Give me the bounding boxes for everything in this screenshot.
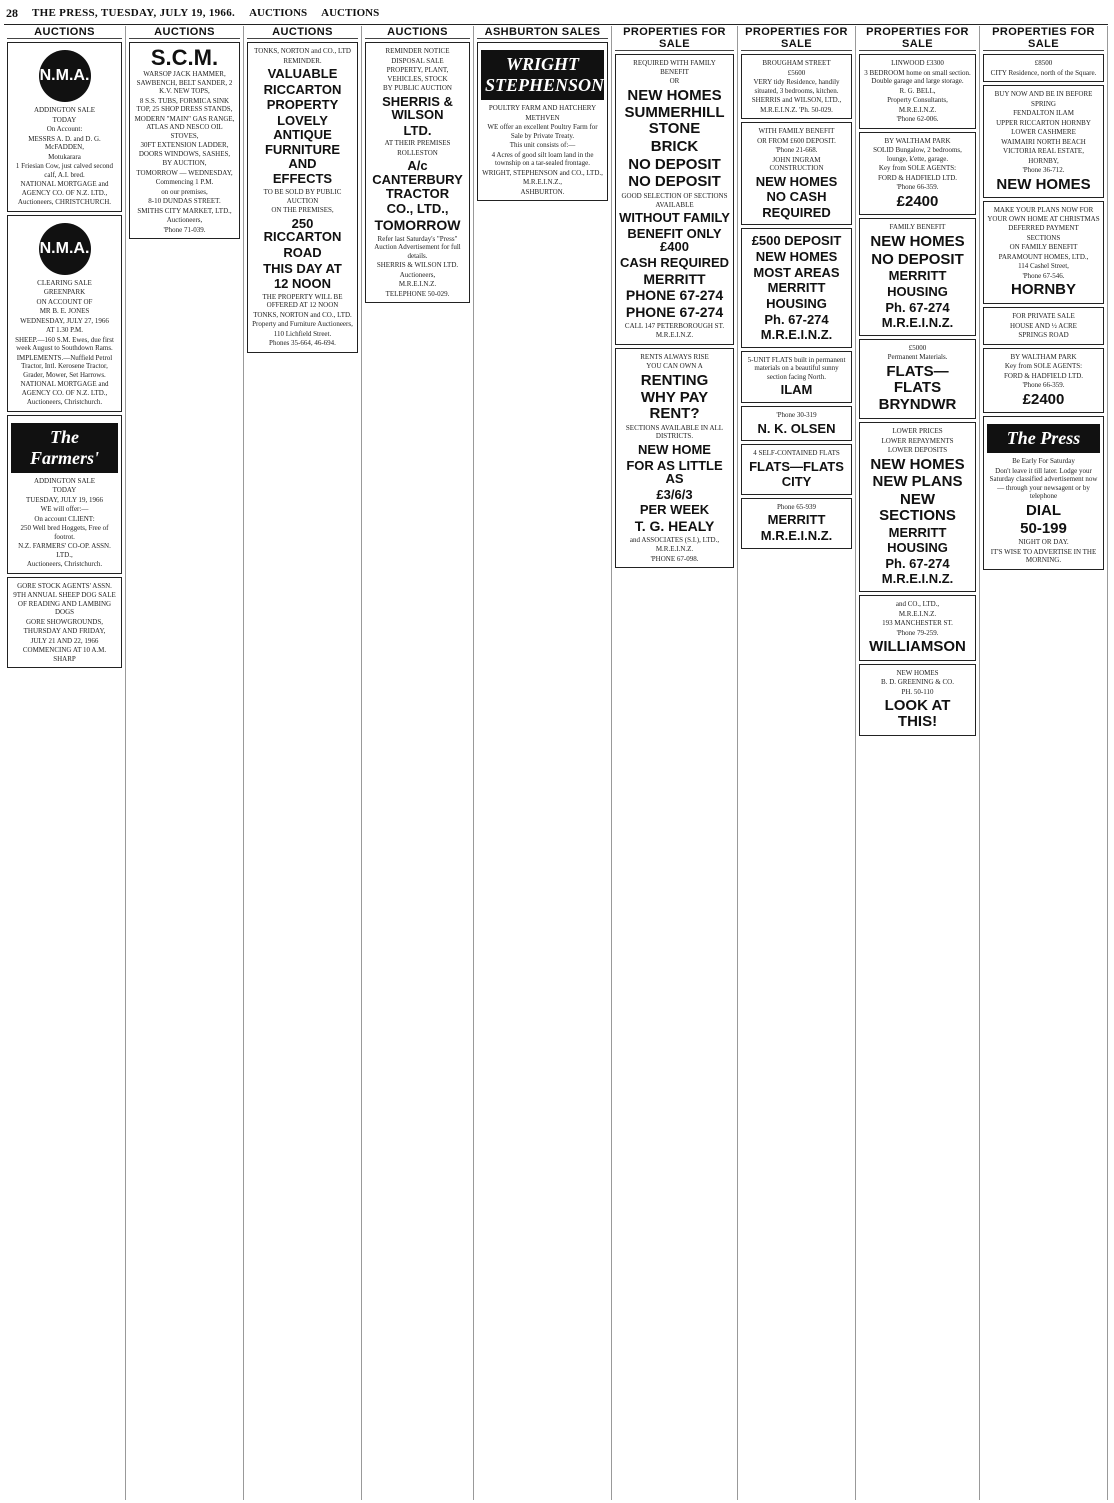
ad-headline: NEW SECTIONS: [879, 491, 956, 524]
ad-headline: £2400: [1022, 390, 1065, 408]
classified-ad: [7, 42, 122, 212]
ad-text: 'Phone 66-359.: [1022, 381, 1065, 389]
classified-ad: [983, 201, 1104, 304]
ad-headline: 250 RICCARTON: [263, 215, 342, 245]
ad-text: This unit consists of:—: [509, 141, 576, 149]
ad-text: METHVEN: [525, 113, 560, 122]
ad-text: 4 Acres of good silt loam land in the township on a tar-sealed frontage.: [491, 150, 594, 167]
ad-text: YOU CAN OWN A: [646, 362, 703, 371]
ad-text: TELEPHONE 50-029.: [385, 289, 450, 298]
ad-headline: CITY: [781, 474, 812, 490]
ad-headline: Ph. 67-274: [885, 555, 950, 571]
ad-headline: CO., LTD.,: [386, 201, 449, 217]
agency-logo-icon: N.M.A.: [39, 50, 91, 102]
ad-text: 30FT EXTENSION LADDER, DOORS WINDOWS, SASHES,: [138, 141, 231, 158]
classified-ad: [859, 218, 976, 336]
ad-text: Phone 65-939: [776, 502, 817, 511]
ad-text: ADDINGTON SALE: [33, 106, 96, 114]
ad-headline: LOOK AT THIS!: [884, 697, 951, 731]
ad-text: OR FROM £600 DEPOSIT.: [757, 136, 836, 145]
classified-ad: [129, 42, 240, 239]
ad-headline: £500 DEPOSIT: [751, 233, 842, 249]
ad-headline: MERRITT: [888, 524, 947, 540]
ad-text: SMITHS CITY MARKET, LTD.,: [137, 206, 232, 215]
ad-text: 9TH ANNUAL SHEEP DOG SALE OF READING AND LAMBING DOGS: [13, 591, 116, 616]
ad-text: IMPLEMENTS.—Nuffield Petrol Tractor, Intl. Kerosene Tractor, Grader, Mower, Set Harrows.: [16, 353, 113, 379]
ad-headline: M.R.E.I.N.Z.: [881, 315, 954, 331]
ad-headline: MOST AREAS: [753, 264, 840, 280]
ad-text: Don't leave it till later. Lodge your Saturday classified advertisement now — through your newsagent or by telephone: [989, 466, 1098, 501]
classified-ad: [7, 415, 122, 574]
ad-title: S.C.M.: [150, 45, 219, 70]
classified-ad: [859, 54, 976, 129]
ad-text: FOR PRIVATE SALE: [1012, 312, 1075, 320]
ad-text: WRIGHT, STEPHENSON and CO., LTD.,: [482, 168, 603, 177]
ad-text: Permanent Materials.: [887, 353, 948, 362]
ad-text: ON FAMILY BENEFIT: [1009, 243, 1078, 252]
ad-text: M.R.E.I.N.Z.: [898, 105, 937, 114]
ad-text: 114 Cashel Street,: [1018, 262, 1069, 271]
ad-text: and ASSOCIATES (S.I.), LTD.,: [629, 535, 720, 544]
ad-headline: MERRITT: [643, 270, 706, 287]
ad-text: TODAY: [52, 486, 77, 494]
ad-text: B. D. GREENING & CO.: [881, 678, 954, 687]
ad-text: BY WALTHAM PARK: [1010, 352, 1077, 361]
ad-text: 1 Friesian Cow, just calved second calf, A.I. bred.: [15, 162, 114, 179]
ad-headline: T. G. HEALY: [634, 518, 715, 535]
ad-text: JULY 21 AND 22, 1966: [30, 636, 99, 645]
classified-ad: [859, 422, 976, 592]
ad-text: MR B. E. JONES: [39, 307, 90, 315]
ad-headline: VALUABLE: [267, 66, 338, 81]
ad-text: NIGHT OR DAY.: [1018, 538, 1069, 547]
column-heading: AUCTIONS: [7, 26, 122, 39]
ad-headline: A/c CANTERBURY TRACTOR: [372, 158, 463, 201]
ad-text: M.R.E.I.N.Z.: [398, 280, 437, 289]
ad-headline: WITHOUT FAMILY: [619, 210, 730, 225]
ad-headline: LOVELY ANTIQUE: [273, 112, 332, 142]
ad-headline: WHY PAY RENT?: [640, 389, 709, 423]
ad-text: M.R.E.I.N.Z.: [655, 545, 694, 554]
ad-headline: BENEFIT ONLY £400: [627, 225, 722, 255]
ad-text: 8 S.S. TUBS, FORMICA SINK TOP, 25 SHOP DRESS STANDS,: [136, 96, 233, 114]
ad-headline: FOR AS LITTLE AS: [626, 457, 723, 487]
ad-headline: SHERRIS & WILSON: [382, 93, 453, 123]
column-1: [126, 26, 244, 1500]
ad-headline: PER WEEK: [639, 502, 710, 518]
ad-headline: REQUIRED: [762, 204, 831, 220]
ad-text: WE will offer:—: [40, 505, 89, 513]
ad-text: Key from SOLE AGENTS:: [878, 164, 957, 172]
masthead-title: THE PRESS, TUESDAY, JULY 19, 1966.: [32, 7, 236, 19]
ad-text: MAKE YOUR PLANS NOW FOR YOUR OWN HOME AT CHRISTMAS: [987, 206, 1100, 223]
ad-headline: HOUSING: [887, 540, 948, 556]
ad-text: FORD & HADFIELD LTD.: [1003, 371, 1084, 380]
ad-text: 8-10 DUNDAS STREET.: [148, 197, 221, 206]
ad-text: Auctioneers, Christchurch.: [26, 398, 103, 406]
ad-text: M.R.E.I.N.Z.,: [522, 178, 563, 186]
ad-headline: FLATS—FLATS: [886, 362, 949, 396]
ad-headline: NEW HOME: [638, 441, 711, 457]
ad-text: LOWER REPAYMENTS: [881, 436, 954, 445]
ad-headline: HORNBY: [1010, 281, 1076, 299]
ad-text: TOMORROW — WEDNESDAY,: [136, 168, 233, 177]
ad-text: TO BE SOLD BY PUBLIC AUCTION: [263, 188, 342, 205]
ad-text: OR: [669, 77, 680, 85]
ad-text: M.R.E.I.N.Z. 'Ph. 50-029.: [760, 105, 833, 114]
ad-text: 'Phone 66-359.: [896, 183, 939, 191]
ad-text: and CO., LTD.,: [895, 600, 940, 609]
ad-text: LOWER CASHMERE: [1011, 128, 1076, 136]
classified-ad: [859, 664, 976, 736]
ad-text: REMINDER NOTICE: [385, 47, 450, 55]
ad-text: AT THEIR PREMISES: [384, 139, 451, 148]
classified-ad: [983, 85, 1104, 198]
ad-text: SHERRIS and WILSON, LTD.,: [751, 96, 842, 104]
column-5: [612, 26, 738, 1500]
ad-text: M.R.E.I.N.Z.: [655, 331, 694, 340]
ad-text: on our premises,: [161, 187, 208, 196]
ad-text: 3 BEDROOM home on small section. Double garage and large storage.: [864, 68, 971, 85]
ad-text: HORNBY,: [1028, 156, 1059, 165]
masthead-rule: [4, 24, 1108, 25]
ad-text: NEW HOMES: [896, 668, 939, 677]
column-0: [4, 26, 126, 1500]
ad-text: CITY Residence, north of the Square.: [990, 68, 1097, 77]
classified-ad: [983, 307, 1104, 345]
ad-headline: PHONE 67-274: [625, 287, 724, 304]
column-8: [980, 26, 1108, 1500]
column-3: [362, 26, 474, 1500]
ad-text: TONKS, NORTON and CO., LTD: [254, 47, 351, 55]
classified-ad: [859, 339, 976, 419]
banner-logo: The Press: [987, 424, 1100, 453]
ad-text: Auctioneers,: [166, 216, 203, 225]
ad-text: R. G. BELL,: [899, 86, 936, 95]
ad-text: Commencing 1 P.M.: [155, 178, 214, 187]
ad-headline: NO DEPOSIT: [628, 155, 721, 173]
ad-headline: DIAL: [1026, 501, 1061, 519]
ad-text: SOLID Bungalow, 2 bedrooms, lounge, k'ette, garage.: [873, 146, 962, 163]
ad-text: Motukarara: [48, 152, 81, 161]
classified-ad: [741, 406, 852, 441]
ad-text: DEFERRED PAYMENT: [1008, 224, 1079, 233]
classified-ad: [859, 595, 976, 661]
ad-headline: NEW HOMES: [755, 249, 838, 265]
ad-text: Be Early For Saturday: [1012, 457, 1075, 466]
ad-text: AT 1.30 P.M.: [45, 326, 84, 334]
ad-text: WAIMAIRI NORTH BEACH: [1001, 137, 1086, 146]
ad-text: SECTIONS AVAILABLE IN ALL DISTRICTS.: [625, 423, 724, 441]
ad-headline: LTD.: [403, 122, 432, 138]
column-heading: PROPERTIES FOR SALE: [741, 26, 852, 51]
ad-text: IT'S WISE TO ADVERTISE IN THE MORNING.: [990, 547, 1097, 565]
ad-headline: HOUSING: [766, 295, 827, 311]
section-heading-1: AUCTIONS: [321, 7, 380, 19]
classified-ad: [741, 351, 852, 403]
ad-text: 'Phone 62-006.: [896, 115, 939, 123]
ad-text: 'Phone 67-546.: [1022, 271, 1065, 280]
ad-text: WARSOP JACK HAMMER, SAWBENCH, BELT SANDER, 2 K.V. NEW TOPS,: [136, 70, 233, 96]
ad-text: Auctioneers,: [399, 270, 436, 279]
banner-logo: The Farmers': [11, 423, 118, 473]
ad-headline: 12 NOON: [273, 276, 332, 292]
classified-ad: [7, 577, 122, 669]
ad-text: SHEEP.—160 S.M. Ewes, due first week August to Southdown Rams.: [15, 335, 114, 352]
ad-text: JOHN INGRAM CONSTRUCTION: [769, 155, 824, 172]
ad-text: Phones 35-664, 46-694.: [269, 339, 336, 348]
ad-text: VERY tidy Residence, handily situated, 3 bedrooms, kitchen.: [753, 78, 840, 95]
ad-text: NATIONAL MORTGAGE and AGENCY CO. OF N.Z. LTD.,: [20, 380, 109, 397]
ad-text: BY WALTHAM PARK: [884, 136, 951, 145]
ad-text: 4 SELF-CONTAINED FLATS: [753, 449, 840, 458]
ad-text: BY PUBLIC AUCTION: [383, 84, 452, 92]
ad-headline: NO CASH: [766, 189, 827, 205]
ad-text: 193 MANCHESTER ST.: [882, 619, 953, 628]
classified-ad: [365, 42, 470, 303]
ad-text: PARAMOUNT HOMES, LTD.,: [998, 252, 1089, 261]
ad-text: GOOD SELECTION OF SECTIONS AVAILABLE: [621, 192, 728, 209]
column-heading: AUCTIONS: [129, 26, 240, 39]
ad-text: GORE STOCK AGENTS' ASSN.: [17, 581, 112, 590]
ad-text: HOUSE AND ½ ACRE: [1010, 321, 1077, 330]
ad-headline: MERRITT: [767, 512, 826, 528]
ad-text: FORD & HADFIELD LTD.: [877, 173, 958, 182]
ad-text: N.Z. FARMERS' CO-OP. ASSN. LTD.,: [18, 542, 111, 559]
ad-headline: NEW HOMES: [996, 175, 1091, 193]
ad-headline: MERRITT: [767, 280, 826, 296]
ad-text: CALL 147 PETERBOROUGH ST.: [624, 321, 725, 330]
column-heading: PROPERTIES FOR SALE: [615, 26, 734, 51]
classified-ad: [247, 42, 358, 353]
ad-text: LINWOOD £3300: [891, 59, 944, 67]
ad-text: 'Phone 36-712.: [1022, 166, 1065, 174]
ad-headline: Ph. 67-274: [885, 299, 950, 315]
classified-ad: [983, 54, 1104, 82]
classified-ad: [615, 348, 734, 569]
ad-text: PH. 50-110: [901, 687, 934, 696]
ad-headline: NEW HOMES: [755, 173, 838, 189]
ad-text: Refer last Saturday's "Press" Auction Advertisement for full details.: [374, 234, 461, 260]
ad-headline: NEW HOMES: [627, 86, 722, 104]
ad-headline: NEW HOMES: [870, 232, 965, 250]
ad-headline: MERRITT: [888, 268, 947, 284]
ad-text: Property and Furniture Auctioneers,: [252, 320, 353, 329]
ad-text: ASHBURTON.: [520, 187, 565, 196]
ad-headline: THIS DAY AT: [263, 260, 342, 276]
ad-headline: EFFECTS: [272, 171, 333, 187]
ad-text: RENTS ALWAYS RISE: [640, 352, 709, 361]
ad-text: £5000: [908, 343, 927, 352]
ad-text: 'PHONE 67-098.: [650, 554, 699, 563]
ad-text: ON ACCOUNT OF: [36, 297, 93, 306]
ad-text: POULTRY FARM AND HATCHERY: [488, 104, 597, 112]
ad-text: BUY NOW AND BE IN BEFORE: [994, 90, 1093, 98]
ad-text: CLEARING SALE: [37, 278, 92, 287]
ad-text: 'Phone 79-259.: [896, 628, 939, 637]
ad-text: ON THE PREMISES,: [271, 206, 334, 215]
ad-text: NATIONAL MORTGAGE and AGENCY CO. OF N.Z. LTD.,: [20, 180, 109, 197]
ad-headline: £3/6/3: [656, 486, 693, 502]
ad-text: WITH FAMILY BENEFIT: [758, 127, 835, 135]
ad-headline: RENTING: [640, 371, 709, 389]
column-heading: ASHBURTON SALES: [477, 26, 608, 39]
ad-text: Auctioneers, CHRISTCHURCH.: [17, 198, 112, 206]
ad-text: TONKS, NORTON and CO., LTD.: [253, 310, 352, 319]
newspaper-columns: [4, 26, 1108, 1500]
ad-headline: CASH REQUIRED: [619, 254, 730, 270]
classified-ad: [859, 132, 976, 216]
ad-headline: BRICK: [650, 137, 699, 155]
agency-logo-icon: N.M.A.: [39, 223, 91, 275]
ad-text: £8500: [1034, 59, 1053, 67]
ad-headline: WILLIAMSON: [869, 638, 966, 656]
ad-text: TUESDAY, JULY 19, 1966: [25, 495, 104, 504]
ad-text: MESSRS A. D. and D. G. McFADDEN,: [28, 134, 101, 151]
ad-text: COMMENCING AT 10 A.M. SHARP: [22, 646, 107, 663]
ad-headline: BRYNDWR: [878, 396, 957, 414]
ad-headline: M.R.E.I.N.Z.: [760, 528, 833, 544]
ad-text: DISPOSAL SALE: [391, 56, 444, 65]
ad-text: BROUGHAM STREET: [762, 59, 831, 67]
ad-text: 'Phone 30-319: [776, 411, 817, 420]
ad-headline: ILAM: [780, 382, 813, 398]
ad-text: PROPERTY, PLANT, VEHICLES, STOCK: [386, 66, 449, 83]
ad-headline: RICCARTON: [263, 81, 342, 97]
ad-text: FAMILY BENEFIT: [889, 223, 946, 232]
ad-text: Property Consultants,: [887, 96, 948, 104]
classified-ad: [477, 42, 608, 201]
column-4: [474, 26, 612, 1500]
ad-text: BY AUCTION,: [162, 159, 207, 168]
ad-text: UPPER RICCARTON HORNBY: [996, 118, 1091, 127]
column-7: [856, 26, 980, 1500]
column-6: [738, 26, 856, 1500]
ad-headline: M.R.E.I.N.Z.: [881, 571, 954, 587]
ad-headline: FURNITURE AND: [264, 142, 341, 171]
ad-headline: M.R.E.I.N.Z.: [760, 327, 833, 343]
classified-ad: [741, 122, 852, 225]
ad-text: VICTORIA REAL ESTATE,: [1003, 147, 1084, 155]
banner-logo: WRIGHT STEPHENSON: [481, 50, 604, 100]
ad-headline: N. K. OLSEN: [757, 420, 836, 436]
ad-headline: Ph. 67-274: [764, 311, 829, 327]
column-heading: PROPERTIES FOR SALE: [983, 26, 1104, 51]
ad-text: WEDNESDAY, JULY 27, 1966: [20, 316, 109, 325]
classified-ad: [615, 54, 734, 345]
column-2: [244, 26, 362, 1500]
ad-headline: PROPERTY: [266, 97, 339, 113]
ad-text: 110 Lichfield Street.: [273, 329, 332, 338]
ad-text: MODERN "MAIN" GAS RANGE, ATLAS AND NESCO OIL STOVES,: [134, 114, 235, 140]
ad-headline: NEW HOMES: [870, 455, 965, 473]
ad-headline: NO DEPOSIT: [628, 173, 721, 191]
classified-ad: [741, 498, 852, 549]
ad-headline: 50-199: [1020, 519, 1067, 537]
ad-text: GREENPARK: [43, 288, 86, 296]
column-heading: AUCTIONS: [365, 26, 470, 39]
column-heading: AUCTIONS: [247, 26, 358, 39]
ad-text: LOWER PRICES: [892, 427, 943, 436]
ad-text: SHERRIS & WILSON LTD.: [376, 261, 459, 270]
ad-headline: ROAD: [283, 244, 322, 260]
ad-text: £5600: [787, 68, 806, 77]
ad-text: 250 Well bred Hoggets, Free of footrot.: [20, 524, 109, 541]
ad-headline: HOUSING: [887, 283, 948, 299]
classified-ad: [741, 444, 852, 495]
ad-text: 5-UNIT FLATS built in permanent materials on a beautiful sunny section facing North.: [747, 355, 846, 381]
ad-text: REMINDER.: [283, 56, 322, 65]
ad-text: FENDALTON ILAM: [1013, 109, 1074, 117]
ad-headline: PHONE 67-274: [625, 303, 724, 320]
ad-text: 'Phone 71-039.: [163, 225, 206, 234]
section-heading-0: AUCTIONS: [249, 7, 308, 19]
page-number: 28: [6, 5, 18, 20]
ad-text: 'Phone 21-668.: [775, 146, 818, 154]
ad-headline: FLATS—FLATS: [749, 458, 844, 474]
ad-text: SPRINGS ROAD: [1018, 331, 1069, 339]
ad-text: TODAY: [52, 115, 77, 124]
ad-text: On Account:: [46, 125, 83, 133]
ad-text: ADDINGTON SALE: [33, 476, 96, 485]
ad-text: Auctioneers, Christchurch.: [26, 560, 103, 568]
classified-ad: [983, 348, 1104, 414]
ad-text: M.R.E.I.N.Z.: [898, 609, 937, 618]
ad-text: On account CLIENT:: [34, 514, 95, 523]
classified-ad: [983, 416, 1104, 570]
ad-text: THE PROPERTY WILL BE OFFERED AT 12 NOON: [262, 292, 343, 310]
ad-text: ROLLESTON: [397, 148, 438, 157]
column-heading: PROPERTIES FOR SALE: [859, 26, 976, 51]
ad-headline: TOMORROW: [374, 216, 461, 233]
ad-headline: £2400: [896, 192, 939, 210]
ad-text: SECTIONS: [1026, 233, 1061, 242]
ad-text: THURSDAY AND FRIDAY,: [23, 627, 106, 635]
ad-text: SPRING: [1031, 99, 1056, 108]
ad-text: WE offer an excellent Poultry Farm for Sale by Private Treaty.: [487, 123, 598, 140]
masthead: [6, 2, 1106, 24]
ad-text: LOWER DEPOSITS: [887, 446, 948, 455]
ad-headline: SUMMERHILL STONE: [624, 104, 725, 137]
classified-ad: [7, 215, 122, 412]
ad-text: REQUIRED WITH FAMILY BENEFIT: [633, 59, 716, 76]
ad-text: Key from SOLE AGENTS:: [1004, 362, 1083, 370]
ad-headline: NO DEPOSIT: [871, 250, 964, 268]
ad-headline: NEW PLANS: [872, 473, 963, 491]
classified-ad: [741, 54, 852, 119]
classified-ad: [741, 228, 852, 347]
ad-text: GORE SHOWGROUNDS,: [25, 617, 103, 626]
